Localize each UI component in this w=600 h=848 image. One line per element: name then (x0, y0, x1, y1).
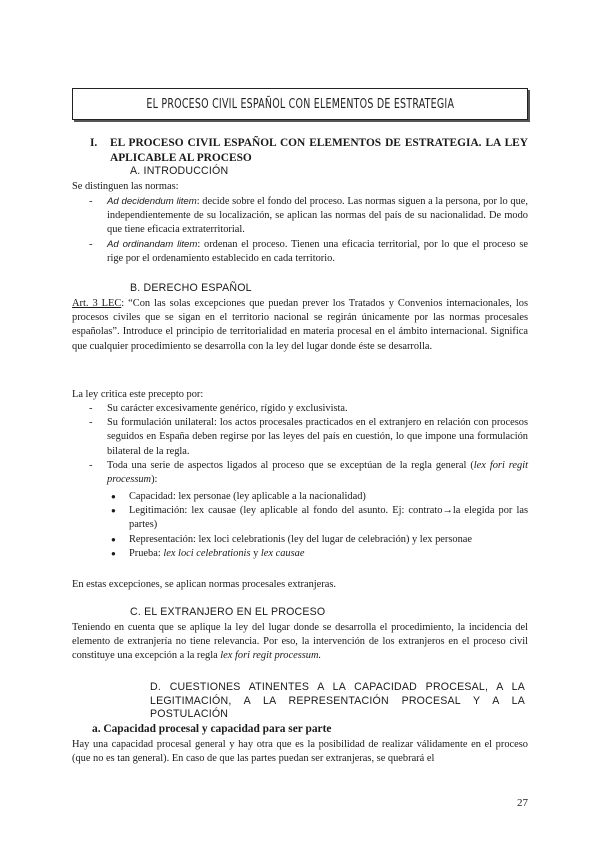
subheading-a: a. Capacidad procesal y capacidad para ser parte (92, 723, 332, 735)
section-number: I. (90, 137, 98, 149)
latin-term: lex loci celebrationis (163, 547, 251, 559)
critic-text: Toda una serie de aspectos ligados al proceso que se exceptúan de la regla general ( (107, 459, 474, 471)
latin-term: lex causae (260, 547, 305, 559)
latin-term: lex fori regit processum. (220, 650, 322, 662)
intro-text: Se distinguen las normas: (72, 181, 179, 192)
norms-list (72, 195, 528, 266)
item-text: y (250, 547, 261, 559)
title-box (72, 88, 528, 120)
exceptions-list (107, 490, 528, 561)
list-item (72, 195, 528, 238)
list-item: ● Representación: lex loci celebrationis (ley del lugar de celebración) y lex personae (107, 533, 528, 547)
page-number: 27 (517, 797, 528, 809)
list-item: ● Legitimación: lex causae (ley aplicable al fondo del asunto. Ej: contrato→la elegida por las partes) (107, 504, 528, 532)
term: Ad decidendum litem (107, 196, 197, 207)
critic-list (72, 402, 528, 487)
list-item: ● Capacidad: lex personae (ley aplicable a la nacionalidad) (107, 490, 528, 504)
list-item (72, 459, 528, 487)
subheading-A: A. INTRODUCCIÓN (130, 165, 229, 177)
capacidad-paragraph: Hay una capacidad procesal general y hay otra que es la posibilidad de realizar válidamente en el proceso (que no es tan general). En caso de que las partes puedan ser extranjeras, se quebrará el (72, 739, 528, 765)
latin-term: lex fori regit processum (107, 459, 529, 486)
art-paragraph (72, 297, 528, 354)
list-item: - Su carácter excesivamente genérico, rígido y exclusivista. (72, 402, 528, 416)
art-text: : “Con las solas excepciones que puedan prever los Tratados y Convenios internacionales, los procesos civiles que se sigan en el territorio nacional se regirán únicamente por las normas procesales españolas”. Introduce el principio de territorialidad en materia procesal en el ámbito internacional. Significa que cualquier procedimiento se desarrolla con la ley del lugar donde éste se desarrolla. (72, 298, 528, 352)
subheading-D: D. CUESTIONES ATINENTES A LA CAPACIDAD PROCESAL, A LA LEGITIMACIÓN, A LA REPRESENTACIÓN PROCESAL Y A LA POSTULACIÓN (150, 681, 525, 720)
extranjero-paragraph (72, 621, 528, 664)
critic-intro: La ley critica este precepto por: (72, 389, 204, 400)
item-text: Prueba: (129, 547, 164, 559)
closing-text: En estas excepciones, se aplican normas procesales extranjeras. (72, 579, 336, 590)
term-text: : decide sobre el fondo del proceso. Las normas siguen a la persona, por lo que, independientemente de su localización, se aplican las normas del país de su nacionalidad. De modo que tiene eficacia extraterritorial. (107, 196, 528, 236)
page-title: EL PROCESO CIVIL ESPAÑOL CON ELEMENTOS DE ESTRATEGIA (146, 96, 454, 112)
art-reference: Art. 3 LEC (72, 298, 122, 309)
paragraph-text: Teniendo en cuenta que se aplique la ley del lugar donde se desarrolla el procedimiento, la incidencia del elemento de extranjería no tiene relevancia. Por eso, la intervención de los extranjeros en el proceso civil constituye una excepción a la regla (72, 622, 528, 662)
term: Ad ordinandam litem (107, 238, 198, 250)
critic-text: ): (151, 474, 158, 486)
list-item: - Su formulación unilateral: los actos procesales practicados en el extranjero en relación con procesos seguidos en España deben regirse por las leyes del país en cuestión, lo que impone una formulación bilateral de la regla. (72, 416, 528, 459)
list-item (72, 238, 528, 266)
section-heading-I (90, 136, 528, 166)
subheading-B: B. DERECHO ESPAÑOL (130, 282, 252, 294)
list-item (107, 547, 528, 561)
subheading-C: C. EL EXTRANJERO EN EL PROCESO (130, 606, 326, 618)
term-text: : ordenan el proceso. Tienen una eficacia territorial, por lo que el proceso se rige por el ordenamiento establecido en cada territorio. (107, 238, 528, 264)
section-title: EL PROCESO CIVIL ESPAÑOL CON ELEMENTOS DE ESTRATEGIA. LA LEY APLICABLE AL PROCESO (110, 137, 528, 164)
